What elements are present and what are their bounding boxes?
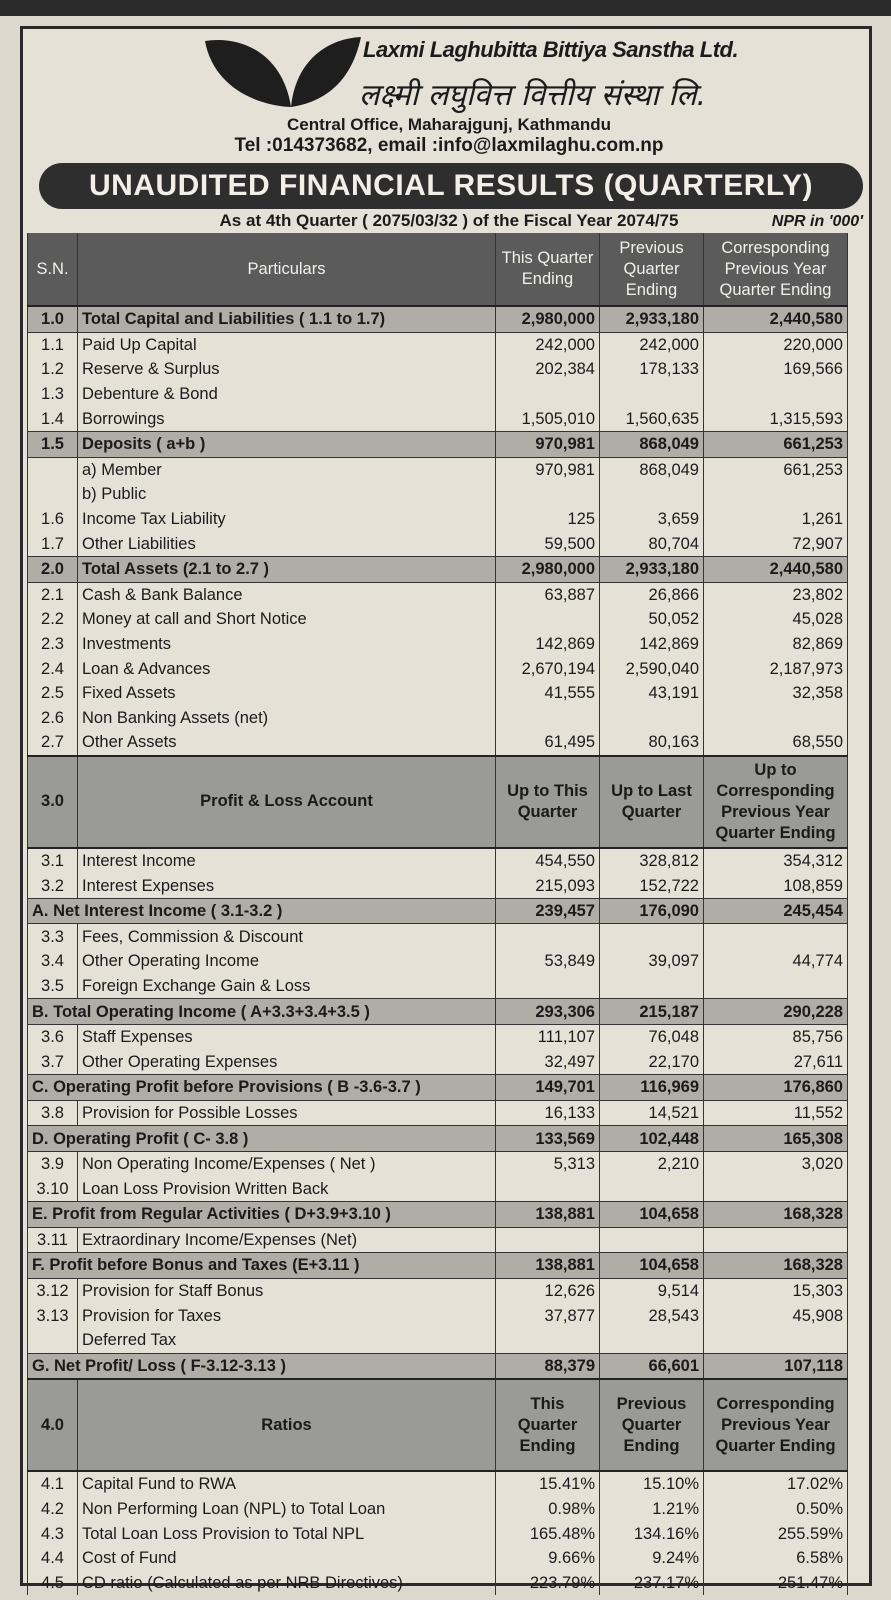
row-value-v2 bbox=[600, 482, 704, 507]
row-value-v2 bbox=[600, 382, 704, 407]
row-value-v2: 26,866 bbox=[600, 582, 704, 607]
ratio-header-body bbox=[28, 1379, 848, 1471]
row-label: Income Tax Liability bbox=[78, 507, 496, 532]
row-value-v2 bbox=[600, 1227, 704, 1253]
row-value-v3: 15,303 bbox=[704, 1278, 848, 1303]
table-row bbox=[28, 1227, 848, 1253]
row-label: Non Banking Assets (net) bbox=[78, 706, 496, 731]
row-value-v2: 178,133 bbox=[600, 357, 704, 382]
row-value-v3: 168,328 bbox=[704, 1253, 848, 1279]
row-value-v3: 290,228 bbox=[704, 999, 848, 1025]
row-value-v1 bbox=[496, 924, 600, 949]
row-value-v3: 661,253 bbox=[704, 457, 848, 482]
financial-results-table bbox=[27, 233, 848, 1595]
row-value-v1: 125 bbox=[496, 507, 600, 532]
row-value-v3: 68,550 bbox=[704, 730, 848, 756]
row-value-v1: 239,457 bbox=[496, 898, 600, 924]
table-row bbox=[28, 706, 848, 731]
row-sn: 3.2 bbox=[28, 873, 78, 898]
row-sn: 3.3 bbox=[28, 924, 78, 949]
row-value-v1 bbox=[496, 706, 600, 731]
row-sn: 3.12 bbox=[28, 1278, 78, 1303]
row-value-v1: 149,701 bbox=[496, 1075, 600, 1101]
row-value-v1: 970,981 bbox=[496, 431, 600, 457]
row-value-v1: 165.48% bbox=[496, 1521, 600, 1546]
pl-header-row bbox=[28, 756, 848, 848]
row-value-v3 bbox=[704, 924, 848, 949]
row-value-v3: 2,440,580 bbox=[704, 556, 848, 582]
pl-header-c3: Up to Corresponding Previous Year Quarter Ending bbox=[704, 756, 848, 848]
row-value-v2: 2,210 bbox=[600, 1151, 704, 1176]
row-value-v3: 1,261 bbox=[704, 507, 848, 532]
company-name-english: Laxmi Laghubitta Bittiya Sanstha Ltd. bbox=[363, 37, 739, 62]
row-value-v2: 328,812 bbox=[600, 848, 704, 874]
row-value-v3: 23,802 bbox=[704, 582, 848, 607]
row-sn: 2.4 bbox=[28, 656, 78, 681]
row-sn: 3.4 bbox=[28, 949, 78, 974]
row-sn: 2.6 bbox=[28, 706, 78, 731]
row-label: Other Liabilities bbox=[78, 531, 496, 556]
row-value-v1: 133,569 bbox=[496, 1126, 600, 1152]
row-sn: 2.0 bbox=[28, 556, 78, 582]
table-row bbox=[28, 1521, 848, 1546]
table-row bbox=[28, 406, 848, 431]
row-value-v3 bbox=[704, 1328, 848, 1353]
currency-unit: NPR in '000' bbox=[771, 213, 863, 230]
row-value-v1: 16,133 bbox=[496, 1100, 600, 1126]
row-label: Loan Loss Provision Written Back bbox=[78, 1176, 496, 1201]
row-value-v2 bbox=[600, 1176, 704, 1201]
row-value-v2: 9,514 bbox=[600, 1278, 704, 1303]
row-value-v3: 255.59% bbox=[704, 1521, 848, 1546]
header-sn: S.N. bbox=[28, 233, 78, 306]
table-row bbox=[28, 357, 848, 382]
row-label: Deferred Tax bbox=[78, 1328, 496, 1353]
table-row bbox=[28, 924, 848, 949]
row-value-v1: 223.79% bbox=[496, 1571, 600, 1596]
row-value-v2: 1.21% bbox=[600, 1497, 704, 1522]
table-row bbox=[28, 1049, 848, 1074]
row-label: Fees, Commission & Discount bbox=[78, 924, 496, 949]
row-value-v1: 2,980,000 bbox=[496, 556, 600, 582]
row-value-v1: 37,877 bbox=[496, 1303, 600, 1328]
row-value-v2: 2,933,180 bbox=[600, 556, 704, 582]
table-row bbox=[28, 306, 848, 332]
row-value-v3: 11,552 bbox=[704, 1100, 848, 1126]
table-row bbox=[28, 1571, 848, 1596]
pl-header-c2: Up to Last Quarter bbox=[600, 756, 704, 848]
row-value-v3: 17.02% bbox=[704, 1471, 848, 1497]
row-label: C. Operating Profit before Provisions ( B -3.6-3.7 ) bbox=[28, 1075, 496, 1101]
row-label: Fixed Assets bbox=[78, 681, 496, 706]
row-sn: 3.1 bbox=[28, 848, 78, 874]
row-sn: 3.6 bbox=[28, 1024, 78, 1049]
table-row bbox=[28, 1353, 848, 1379]
row-value-v2: 15.10% bbox=[600, 1471, 704, 1497]
row-label: B. Total Operating Income ( A+3.3+3.4+3.5 ) bbox=[28, 999, 496, 1025]
row-value-v2: 116,969 bbox=[600, 1075, 704, 1101]
row-label: Other Assets bbox=[78, 730, 496, 756]
ratios-body bbox=[28, 1471, 848, 1595]
row-value-v2: 2,933,180 bbox=[600, 306, 704, 332]
row-label: Provision for Staff Bonus bbox=[78, 1278, 496, 1303]
row-value-v2: 3,659 bbox=[600, 507, 704, 532]
ratio-header-c1: This Quarter Ending bbox=[496, 1379, 600, 1471]
pl-header-sn: 3.0 bbox=[28, 756, 78, 848]
table-row bbox=[28, 848, 848, 874]
row-value-v1: 138,881 bbox=[496, 1253, 600, 1279]
row-label: Debenture & Bond bbox=[78, 382, 496, 407]
table-row bbox=[28, 332, 848, 357]
row-value-v3: 2,440,580 bbox=[704, 306, 848, 332]
table-row bbox=[28, 1024, 848, 1049]
row-value-v3: 220,000 bbox=[704, 332, 848, 357]
row-value-v3: 72,907 bbox=[704, 531, 848, 556]
row-sn: 1.4 bbox=[28, 406, 78, 431]
row-value-v3: 45,908 bbox=[704, 1303, 848, 1328]
table-row bbox=[28, 999, 848, 1025]
row-value-v2: 142,869 bbox=[600, 632, 704, 657]
table-row bbox=[28, 1303, 848, 1328]
row-label: D. Operating Profit ( C- 3.8 ) bbox=[28, 1126, 496, 1152]
ratio-header-c3: Corresponding Previous Year Quarter Ending bbox=[704, 1379, 848, 1471]
table-row bbox=[28, 949, 848, 974]
row-sn: 1.3 bbox=[28, 382, 78, 407]
row-sn bbox=[28, 1328, 78, 1353]
row-label: b) Public bbox=[78, 482, 496, 507]
row-value-v3: 85,756 bbox=[704, 1024, 848, 1049]
row-value-v2: 14,521 bbox=[600, 1100, 704, 1126]
row-value-v2: 50,052 bbox=[600, 607, 704, 632]
table-row bbox=[28, 1546, 848, 1571]
table-row bbox=[28, 382, 848, 407]
row-value-v1: 111,107 bbox=[496, 1024, 600, 1049]
row-sn: 3.11 bbox=[28, 1227, 78, 1253]
row-value-v1: 5,313 bbox=[496, 1151, 600, 1176]
row-label: Provision for Possible Losses bbox=[78, 1100, 496, 1126]
row-value-v1: 970,981 bbox=[496, 457, 600, 482]
row-value-v2: 104,658 bbox=[600, 1253, 704, 1279]
row-value-v1 bbox=[496, 974, 600, 999]
table-row bbox=[28, 974, 848, 999]
row-value-v1: 88,379 bbox=[496, 1353, 600, 1379]
row-value-v3: 251.47% bbox=[704, 1571, 848, 1596]
row-value-v1: 9.66% bbox=[496, 1546, 600, 1571]
row-value-v2 bbox=[600, 706, 704, 731]
row-value-v3: 661,253 bbox=[704, 431, 848, 457]
row-label: Total Assets (2.1 to 2.7 ) bbox=[78, 556, 496, 582]
row-label: Reserve & Surplus bbox=[78, 357, 496, 382]
row-value-v3: 82,869 bbox=[704, 632, 848, 657]
row-sn: 3.10 bbox=[28, 1176, 78, 1201]
table-row bbox=[28, 730, 848, 756]
row-value-v1 bbox=[496, 382, 600, 407]
row-value-v1: 61,495 bbox=[496, 730, 600, 756]
table-row bbox=[28, 1176, 848, 1201]
row-value-v1: 0.98% bbox=[496, 1497, 600, 1522]
row-sn: 3.5 bbox=[28, 974, 78, 999]
row-value-v3: 2,187,973 bbox=[704, 656, 848, 681]
row-sn: 1.5 bbox=[28, 431, 78, 457]
row-value-v2: 66,601 bbox=[600, 1353, 704, 1379]
row-value-v1: 202,384 bbox=[496, 357, 600, 382]
row-value-v1: 15.41% bbox=[496, 1471, 600, 1497]
row-value-v3: 44,774 bbox=[704, 949, 848, 974]
table-row bbox=[28, 681, 848, 706]
row-value-v1: 12,626 bbox=[496, 1278, 600, 1303]
profit-loss-body bbox=[28, 848, 848, 1379]
row-value-v3: 169,566 bbox=[704, 357, 848, 382]
row-label: Interest Expenses bbox=[78, 873, 496, 898]
row-sn: 4.1 bbox=[28, 1471, 78, 1497]
row-value-v2 bbox=[600, 974, 704, 999]
row-value-v1: 41,555 bbox=[496, 681, 600, 706]
ratio-header-c2: Previous Quarter Ending bbox=[600, 1379, 704, 1471]
pl-header-body bbox=[28, 756, 848, 848]
table-row bbox=[28, 873, 848, 898]
row-label: Investments bbox=[78, 632, 496, 657]
row-value-v2: 102,448 bbox=[600, 1126, 704, 1152]
table-row bbox=[28, 632, 848, 657]
row-label: E. Profit from Regular Activities ( D+3.9+3.10 ) bbox=[28, 1202, 496, 1228]
row-value-v3: 45,028 bbox=[704, 607, 848, 632]
office-address: Central Office, Maharajgunj, Kathmandu bbox=[287, 115, 611, 134]
row-sn: 2.7 bbox=[28, 730, 78, 756]
row-value-v3: 168,328 bbox=[704, 1202, 848, 1228]
table-row bbox=[28, 431, 848, 457]
table-row bbox=[28, 656, 848, 681]
row-value-v2: 9.24% bbox=[600, 1546, 704, 1571]
row-label: Loan & Advances bbox=[78, 656, 496, 681]
row-value-v1: 2,980,000 bbox=[496, 306, 600, 332]
table-row bbox=[28, 1328, 848, 1353]
row-value-v3 bbox=[704, 482, 848, 507]
table-row bbox=[28, 1151, 848, 1176]
row-sn: 3.8 bbox=[28, 1100, 78, 1126]
row-label: G. Net Profit/ Loss ( F-3.12-3.13 ) bbox=[28, 1353, 496, 1379]
row-label: Foreign Exchange Gain & Loss bbox=[78, 974, 496, 999]
row-value-v1: 215,093 bbox=[496, 873, 600, 898]
row-value-v3: 165,308 bbox=[704, 1126, 848, 1152]
row-value-v2: 152,722 bbox=[600, 873, 704, 898]
table-row bbox=[28, 482, 848, 507]
row-value-v1: 293,306 bbox=[496, 999, 600, 1025]
row-sn: 1.6 bbox=[28, 507, 78, 532]
pl-header-c1: Up to This Quarter bbox=[496, 756, 600, 848]
row-sn: 1.1 bbox=[28, 332, 78, 357]
ratio-header-title: Ratios bbox=[78, 1379, 496, 1471]
table-row bbox=[28, 556, 848, 582]
row-value-v2: 242,000 bbox=[600, 332, 704, 357]
row-value-v3: 3,020 bbox=[704, 1151, 848, 1176]
row-sn bbox=[28, 457, 78, 482]
row-value-v3 bbox=[704, 382, 848, 407]
row-label: Cost of Fund bbox=[78, 1546, 496, 1571]
row-value-v1: 2,670,194 bbox=[496, 656, 600, 681]
company-name-nepali: लक्ष्मी लघुवित्त वित्तीय संस्था लि. bbox=[359, 78, 707, 113]
row-value-v2: 237.17% bbox=[600, 1571, 704, 1596]
row-value-v2 bbox=[600, 1328, 704, 1353]
row-value-v1: 142,869 bbox=[496, 632, 600, 657]
row-label: Money at call and Short Notice bbox=[78, 607, 496, 632]
row-sn bbox=[28, 482, 78, 507]
row-label: Borrowings bbox=[78, 406, 496, 431]
row-value-v3 bbox=[704, 1176, 848, 1201]
row-label: Capital Fund to RWA bbox=[78, 1471, 496, 1497]
row-sn: 1.7 bbox=[28, 531, 78, 556]
row-value-v2: 868,049 bbox=[600, 431, 704, 457]
row-value-v1 bbox=[496, 1227, 600, 1253]
row-value-v2: 2,590,040 bbox=[600, 656, 704, 681]
row-value-v3: 354,312 bbox=[704, 848, 848, 874]
table-row bbox=[28, 1497, 848, 1522]
row-value-v3: 107,118 bbox=[704, 1353, 848, 1379]
leaf-logo-icon bbox=[203, 35, 363, 115]
row-value-v3: 6.58% bbox=[704, 1546, 848, 1571]
table-row bbox=[28, 1471, 848, 1497]
row-value-v1: 59,500 bbox=[496, 531, 600, 556]
row-value-v2: 215,187 bbox=[600, 999, 704, 1025]
table-row bbox=[28, 1075, 848, 1101]
row-label: Deposits ( a+b ) bbox=[78, 431, 496, 457]
row-value-v2: 80,704 bbox=[600, 531, 704, 556]
table-header-row bbox=[28, 233, 848, 306]
row-label: Other Operating Expenses bbox=[78, 1049, 496, 1074]
row-value-v3: 176,860 bbox=[704, 1075, 848, 1101]
row-value-v1: 32,497 bbox=[496, 1049, 600, 1074]
table-row bbox=[28, 1253, 848, 1279]
row-value-v1: 138,881 bbox=[496, 1202, 600, 1228]
row-value-v3 bbox=[704, 974, 848, 999]
row-sn: 1.2 bbox=[28, 357, 78, 382]
row-value-v1 bbox=[496, 1176, 600, 1201]
row-value-v3: 0.50% bbox=[704, 1497, 848, 1522]
header-particulars: Particulars bbox=[78, 233, 496, 306]
table-row bbox=[28, 1126, 848, 1152]
table-row bbox=[28, 898, 848, 924]
row-label: Non Performing Loan (NPL) to Total Loan bbox=[78, 1497, 496, 1522]
notice-header bbox=[23, 29, 869, 261]
row-value-v1 bbox=[496, 1328, 600, 1353]
header-corresponding-year: Corresponding Previous Year Quarter Ending bbox=[704, 233, 848, 306]
row-value-v2: 28,543 bbox=[600, 1303, 704, 1328]
row-value-v1: 53,849 bbox=[496, 949, 600, 974]
row-value-v1 bbox=[496, 607, 600, 632]
row-label: CD ratio (Calculated as per NRB Directives) bbox=[78, 1571, 496, 1596]
row-value-v2: 22,170 bbox=[600, 1049, 704, 1074]
row-value-v3 bbox=[704, 706, 848, 731]
row-label: Interest Income bbox=[78, 848, 496, 874]
row-value-v2: 39,097 bbox=[600, 949, 704, 974]
row-value-v2: 868,049 bbox=[600, 457, 704, 482]
title-banner: UNAUDITED FINANCIAL RESULTS (QUARTERLY) bbox=[39, 163, 863, 209]
table-row bbox=[28, 1100, 848, 1126]
row-value-v1: 242,000 bbox=[496, 332, 600, 357]
row-sn: 2.3 bbox=[28, 632, 78, 657]
row-label: Staff Expenses bbox=[78, 1024, 496, 1049]
table-row bbox=[28, 607, 848, 632]
row-label: Cash & Bank Balance bbox=[78, 582, 496, 607]
table-row bbox=[28, 1202, 848, 1228]
row-sn: 4.5 bbox=[28, 1571, 78, 1596]
row-sn: 4.4 bbox=[28, 1546, 78, 1571]
row-value-v1: 1,505,010 bbox=[496, 406, 600, 431]
row-value-v3: 245,454 bbox=[704, 898, 848, 924]
row-value-v2: 80,163 bbox=[600, 730, 704, 756]
row-sn: 3.7 bbox=[28, 1049, 78, 1074]
balance-sheet-body bbox=[28, 306, 848, 756]
row-sn: 2.1 bbox=[28, 582, 78, 607]
table-row bbox=[28, 1278, 848, 1303]
row-value-v3 bbox=[704, 1227, 848, 1253]
row-value-v1: 63,887 bbox=[496, 582, 600, 607]
row-sn: 4.2 bbox=[28, 1497, 78, 1522]
table-row bbox=[28, 531, 848, 556]
row-label: a) Member bbox=[78, 457, 496, 482]
row-value-v3: 27,611 bbox=[704, 1049, 848, 1074]
row-sn: 2.5 bbox=[28, 681, 78, 706]
row-sn: 3.13 bbox=[28, 1303, 78, 1328]
row-label: Total Capital and Liabilities ( 1.1 to 1.7) bbox=[78, 306, 496, 332]
row-label: Total Loan Loss Provision to Total NPL bbox=[78, 1521, 496, 1546]
row-sn: 2.2 bbox=[28, 607, 78, 632]
row-value-v2: 104,658 bbox=[600, 1202, 704, 1228]
row-label: Paid Up Capital bbox=[78, 332, 496, 357]
table-row bbox=[28, 457, 848, 482]
row-label: Other Operating Income bbox=[78, 949, 496, 974]
as-at-date: As at 4th Quarter ( 2075/03/32 ) of the Fiscal Year 2074/75 bbox=[219, 211, 679, 230]
row-value-v2: 134.16% bbox=[600, 1521, 704, 1546]
row-sn: 3.9 bbox=[28, 1151, 78, 1176]
row-value-v3: 108,859 bbox=[704, 873, 848, 898]
contact-info: Tel :014373682, email :info@laxmilaghu.com.np bbox=[234, 135, 664, 156]
pl-header-title: Profit & Loss Account bbox=[78, 756, 496, 848]
table-row bbox=[28, 507, 848, 532]
row-label: Non Operating Income/Expenses ( Net ) bbox=[78, 1151, 496, 1176]
row-label: F. Profit before Bonus and Taxes (E+3.11 ) bbox=[28, 1253, 496, 1279]
row-value-v3: 32,358 bbox=[704, 681, 848, 706]
row-sn: 4.3 bbox=[28, 1521, 78, 1546]
row-value-v2 bbox=[600, 924, 704, 949]
row-value-v1: 454,550 bbox=[496, 848, 600, 874]
financial-notice bbox=[20, 26, 872, 1592]
row-value-v2: 76,048 bbox=[600, 1024, 704, 1049]
row-label: Extraordinary Income/Expenses (Net) bbox=[78, 1227, 496, 1253]
header-this-quarter: This Quarter Ending bbox=[496, 233, 600, 306]
row-value-v1 bbox=[496, 482, 600, 507]
top-border bbox=[0, 0, 891, 16]
row-value-v2: 43,191 bbox=[600, 681, 704, 706]
row-label: A. Net Interest Income ( 3.1-3.2 ) bbox=[28, 898, 496, 924]
table-row bbox=[28, 582, 848, 607]
row-value-v2: 1,560,635 bbox=[600, 406, 704, 431]
ratio-header-sn: 4.0 bbox=[28, 1379, 78, 1471]
header-previous-quarter: Previous Quarter Ending bbox=[600, 233, 704, 306]
row-value-v3: 1,315,593 bbox=[704, 406, 848, 431]
row-sn: 1.0 bbox=[28, 306, 78, 332]
row-value-v2: 176,090 bbox=[600, 898, 704, 924]
ratio-header-row bbox=[28, 1379, 848, 1471]
row-label: Provision for Taxes bbox=[78, 1303, 496, 1328]
